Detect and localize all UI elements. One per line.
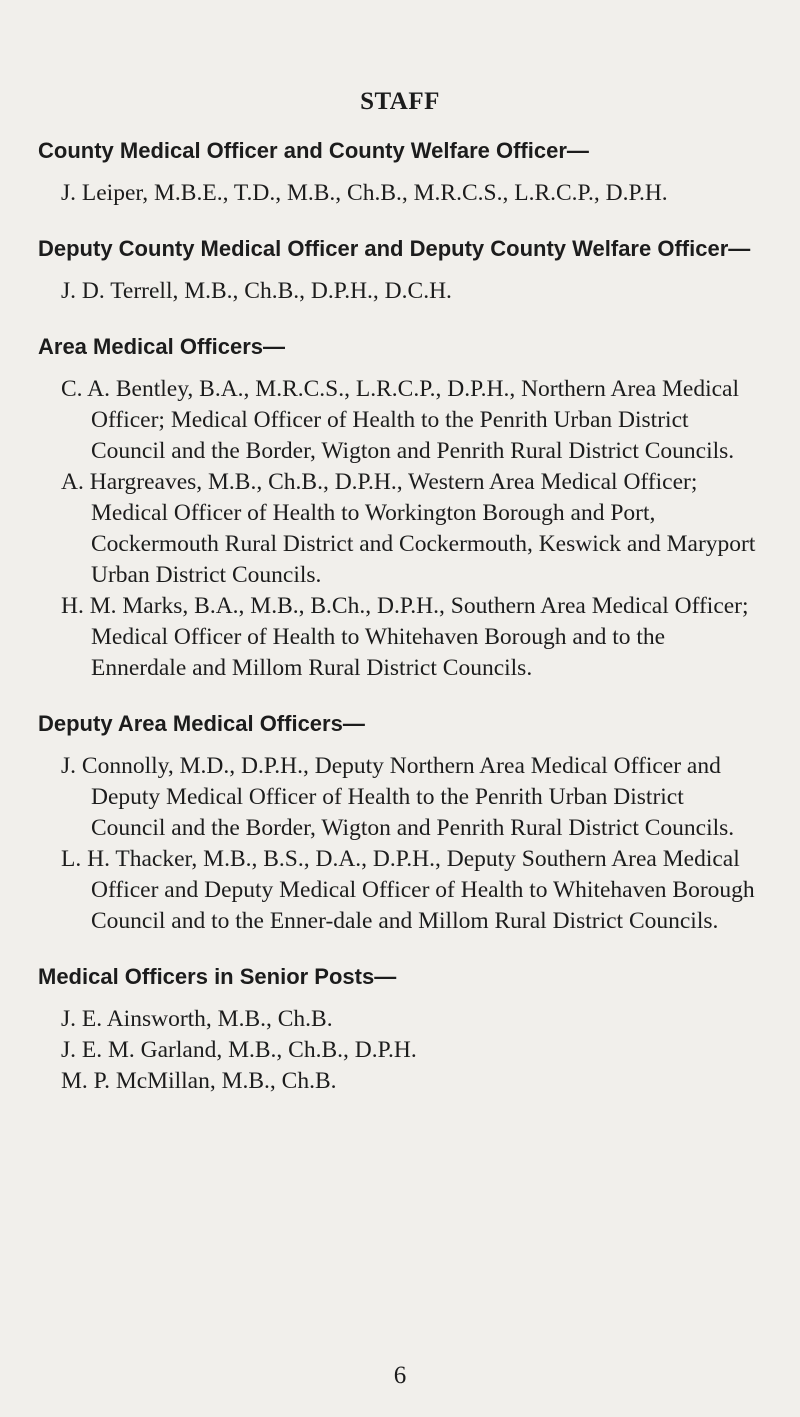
entry-list xyxy=(38,276,758,307)
entry-list xyxy=(38,178,758,209)
section-heading: Area Medical Officers— xyxy=(38,334,285,359)
staff-entry: A. Hargreaves, M.B., Ch.B., D.P.H., Western Area Medical Officer; Medical Officer of Health to Workington Borough and Port, Cockermouth Rural District and Cockermouth, Keswick and Maryport Urban District Councils. xyxy=(61,469,756,588)
section-heading: County Medical Officer and County Welfare Officer— xyxy=(38,138,589,163)
staff-entry: J. Connolly, M.D., D.P.H., Deputy Northern Area Medical Officer and Deputy Medical Officer of Health to the Penrith Urban District Council and the Border, Wigton and Penrith Rural District Councils. xyxy=(61,753,735,841)
section-county-medical-officer xyxy=(38,135,758,209)
staff-entry: J. E. M. Garland, M.B., Ch.B., D.P.H. xyxy=(61,1037,417,1063)
page-title: STAFF xyxy=(360,88,440,115)
staff-entry: H. M. Marks, B.A., M.B., B.Ch., D.P.H., Southern Area Medical Officer; Medical Officer of Health to Whitehaven Borough and to the Ennerdale and Millom Rural District Councils. xyxy=(61,593,749,681)
page-number: 6 xyxy=(393,1362,407,1389)
staff-entry: J. D. Terrell, M.B., Ch.B., D.P.H., D.C.H. xyxy=(61,278,452,304)
section-medical-officers-senior-posts xyxy=(38,961,758,1097)
staff-entry: C. A. Bentley, B.A., M.R.C.S., L.R.C.P., D.P.H., Northern Area Medical Officer; Medical Officer of Health to the Penrith Urban District Council and the Border, Wigton and Penrith Rural District Councils. xyxy=(61,376,740,464)
staff-entry: J. Leiper, M.B.E., T.D., M.B., Ch.B., M.R.C.S., L.R.C.P., D.P.H. xyxy=(61,180,668,206)
section-deputy-area-medical-officers xyxy=(38,708,758,937)
staff-entry: J. E. Ainsworth, M.B., Ch.B. xyxy=(61,1006,333,1032)
staff-entry: M. P. McMillan, M.B., Ch.B. xyxy=(61,1068,337,1094)
entry-list xyxy=(38,374,758,684)
section-heading: Medical Officers in Senior Posts— xyxy=(38,964,397,989)
section-area-medical-officers xyxy=(38,331,758,684)
section-heading: Deputy County Medical Officer and Deputy County Welfare Officer— xyxy=(38,236,751,261)
staff-entry: L. H. Thacker, M.B., B.S., D.A., D.P.H., Deputy Southern Area Medical Officer and Deputy Medical Officer of Health to Whitehaven Borough Council and to the Enner-dale and Millom Rural District Councils. xyxy=(61,846,755,934)
entry-list xyxy=(38,1004,758,1097)
staff-list xyxy=(38,135,758,1121)
section-deputy-county-medical-officer xyxy=(38,233,758,307)
section-heading: Deputy Area Medical Officers— xyxy=(38,711,365,736)
entry-list xyxy=(38,751,758,937)
